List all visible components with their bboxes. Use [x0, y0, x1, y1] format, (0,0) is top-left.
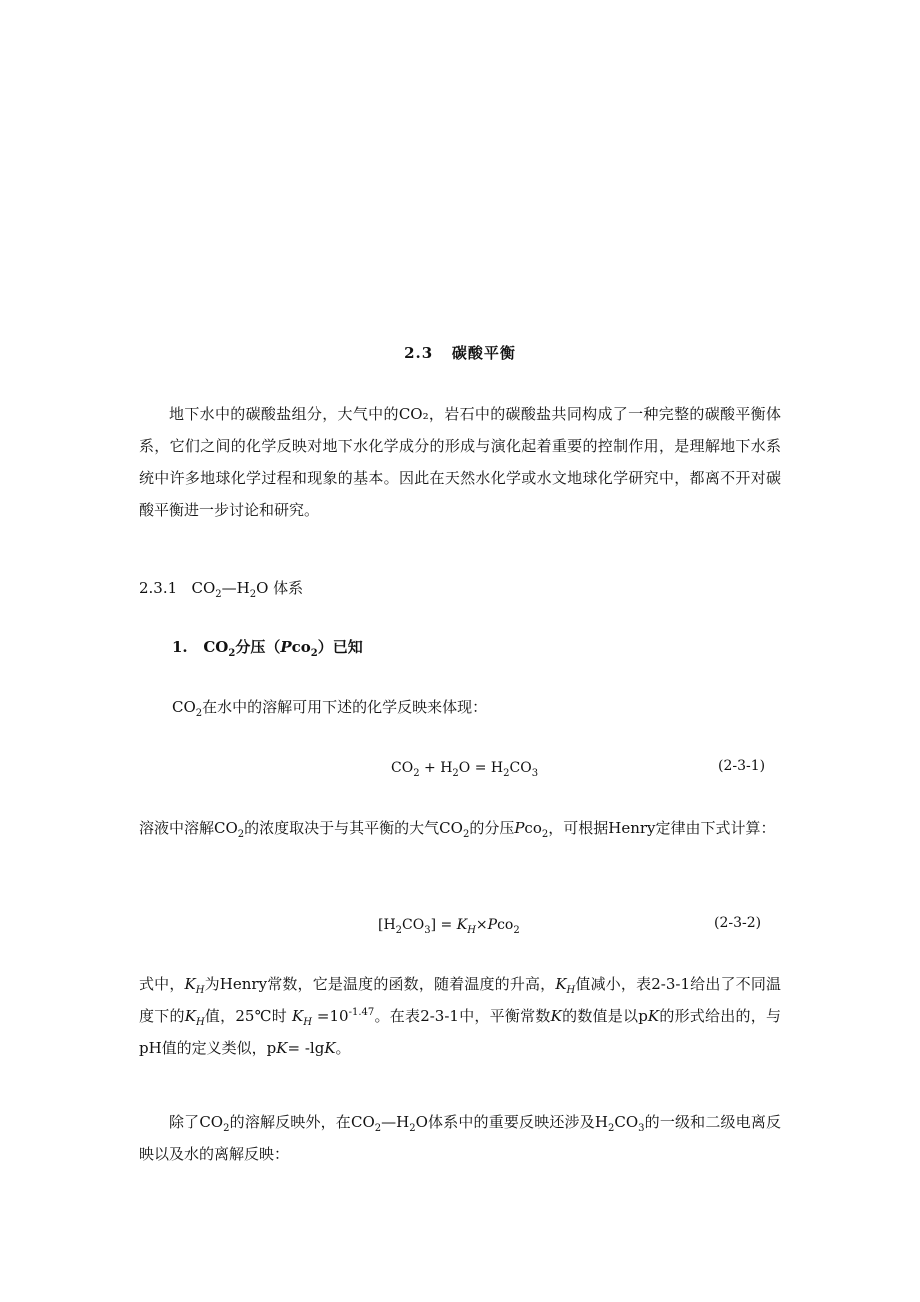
- intro-paragraph: 地下水中的碳酸盐组分，大气中的CO₂，岩石中的碳酸盐共同构成了一种完整的碳酸平衡体系，它们之间的化学反映对地下水化学成分的形成与演化起着重要的控制作用，是理解地下水系统中许多地球化学过程和现象的基本。因此在天然水化学或水文地球化学研究中，都离不开对碳酸平衡进一步讨论和研究。: [139, 405, 781, 519]
- equation-1-number: (2-3-1): [718, 758, 766, 774]
- henry-paragraph: 溶液中溶解$CO_2$的浓度取决于与其平衡的大气$CO_2$的分压Pco$_2$，可根据Henry定律由下式计算：: [139, 819, 776, 840]
- final-paragraph: 除了$CO_2$的溶解反映外，在$CO_2—H_2O$体系中的重要反映还涉及$H_2CO_3$的一级和二级电离反映以及水的离解反映：: [139, 1113, 781, 1163]
- equation-2-number: (2-3-2): [714, 915, 762, 931]
- equation-1: $CO_2 + H_2O = H_2CO_3$: [391, 760, 539, 779]
- section-title: [0, 342, 920, 363]
- section-number: 2.3: [404, 344, 434, 362]
- dissolution-intro: $CO_2$在水中的溶解可用下述的化学反映来体现：: [172, 698, 488, 719]
- subsection-number: 2.3.1: [139, 579, 178, 597]
- section-title-text: 碳酸平衡: [451, 344, 516, 362]
- equation-2: $[H_2CO_3] = K_H\times Pco_2$: [378, 917, 520, 936]
- kh-paragraph: 式中，$K_H$为Henry常数，它是温度的函数，随着温度的升高，$K_H$值减小，表2-3-1给出了不同温度下的$K_H$值，25℃时 $K_H =10^{-1.47}$。在表2-3-1中，平衡常数K的数值是以pK的形式给出的，与pH值的定义类似，pK= -lgK。: [139, 975, 781, 1057]
- subsection-heading: 2.3.1 $CO_2—H_2O$ 体系: [139, 579, 304, 600]
- item-number: 1.: [172, 638, 188, 656]
- item-1-heading: 1. $CO_2$分压（Pco$_2$）已知: [172, 638, 363, 659]
